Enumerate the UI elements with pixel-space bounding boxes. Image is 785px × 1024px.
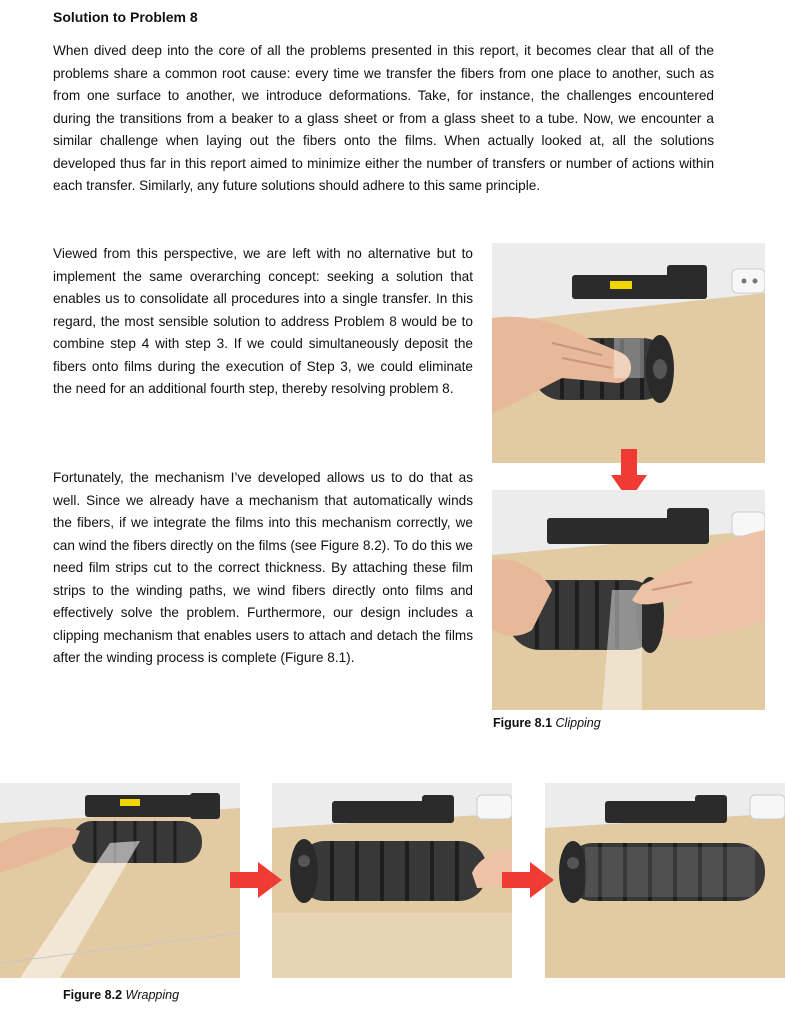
figure-8-2-caption-text: Wrapping <box>125 988 180 1002</box>
figure-8-1-caption-text: Clipping <box>555 716 601 730</box>
paragraph-mechanism: Fortunately, the mechanism I’ve developed allows us to do that as well. Since we already have a mechanism that automatically winds the fibers, if we integrate the films into this mechanism correctly, we can wind the fibers directly on the films (see Figure 8.2). To do this we need film strips cut to the correct thickness. By attaching these film strips to the winding paths, we wind fibers directly onto films and effectively solve the problem. Furthermore, our design includes a clipping mechanism that enables users to attach and detach the films after the winding process is complete (Figure 8.1). <box>53 470 473 665</box>
figure-8-1-photo-bottom <box>492 490 765 710</box>
paragraph-perspective: Viewed from this perspective, we are left with no alternative but to implement the same overarching concept: seeking a solution that enables us to consolidate all procedures into a single transfer. In this regard, the most sensible solution to address Problem 8 would be to combine step 4 with step 3. If we could simultaneously deposit the fibers onto films during the execution of Step 3, we could eliminate the need for an additional fourth step, thereby resolving problem 8. <box>53 246 473 396</box>
section-title: Solution to Problem 8 <box>53 9 198 25</box>
intro-paragraph: When dived deep into the core of all the problems presented in this report, it becomes clear that all of the problems share a common root cause: every time we transfer the fibers from one place to another, such as from one surface to another, we introduce deformations. Take, for instance, the challenges encountered during the transitions from a beaker to a glass sheet or from a glass sheet to a tube. Now, we encounter a similar challenge when laying out the fibers onto the films. When actually looked at, all the solutions developed thus far in this report aimed to minimize either the number of transfers or number of actions within each transfer. Similarly, any future solutions should adhere to this same principle. <box>53 43 714 193</box>
figure-8-1-label: Figure 8.1 <box>493 716 553 730</box>
right-arrow-icon <box>502 862 554 898</box>
figure-8-2-photo-3 <box>545 783 785 978</box>
figure-8-1-photo-top <box>492 243 765 463</box>
figure-8-1-caption <box>493 716 601 730</box>
figure-8-2-photo-1 <box>0 783 240 978</box>
figure-8-2-caption <box>63 988 179 1002</box>
figure-8-2-photo-2 <box>272 783 512 978</box>
right-arrow-icon <box>230 862 282 898</box>
figure-8-2-label: Figure 8.2 <box>63 988 123 1002</box>
